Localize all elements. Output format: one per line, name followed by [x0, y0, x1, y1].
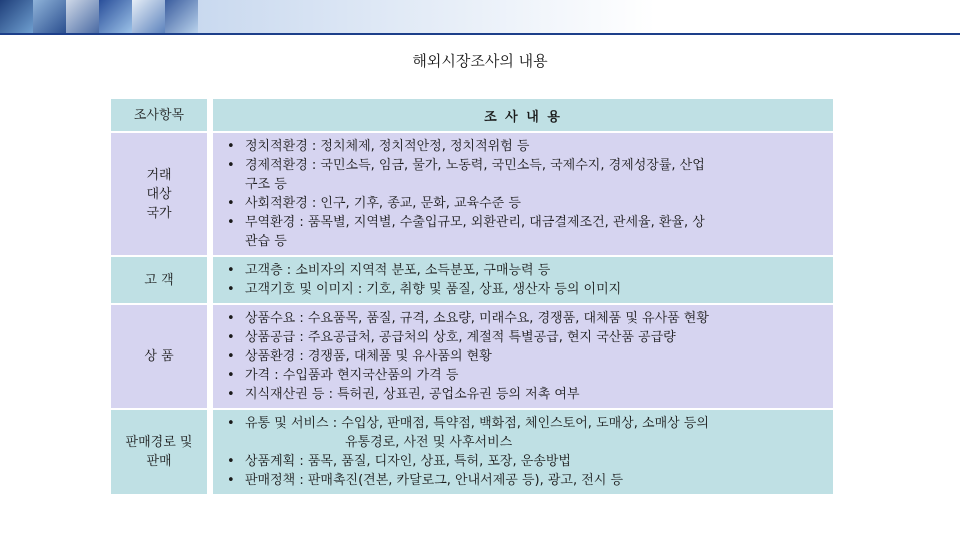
bullet-text-continuation: 구조 등	[245, 177, 287, 192]
header-col-item: 조사항목	[111, 99, 207, 131]
row-label	[111, 257, 207, 303]
slide-title: 해외시장조사의 내용	[412, 52, 548, 70]
bullet-text: 유통 및 서비스 : 수입상, 판매점, 특약점, 백화점, 체인스토어, 도매상, 소매상 등의	[245, 416, 709, 431]
bullet-text: 상품계획 : 품목, 품질, 디자인, 상표, 특허, 포장, 운송방법	[245, 454, 571, 469]
bullet-list	[221, 414, 825, 490]
bullet-item	[221, 194, 825, 213]
row-content	[207, 257, 833, 303]
photo-thumbnail	[165, 0, 198, 33]
row-content	[207, 305, 833, 408]
photo-thumbnail	[0, 0, 33, 33]
photo-thumbnail	[132, 0, 165, 33]
bullet-item	[221, 213, 825, 251]
table-header-row	[111, 99, 833, 131]
bullet-text: 고객기호 및 이미지 : 기호, 취향 및 품질, 상표, 생산자 등의 이미지	[245, 282, 622, 297]
bullet-text: 사회적환경 : 인구, 기후, 종교, 문화, 교육수준 등	[245, 196, 521, 211]
survey-table	[111, 97, 833, 496]
row-content	[207, 410, 833, 494]
header-col-content: 조 사 내 용	[207, 99, 833, 131]
table-row	[111, 305, 833, 408]
bullet-text: 가격 : 수입품과 현지국산품의 가격 등	[245, 368, 459, 383]
row-label	[111, 305, 207, 408]
row-label-line: 고 객	[144, 272, 174, 288]
bullet-list	[221, 137, 825, 251]
header-gradient	[198, 0, 960, 33]
bullet-item	[221, 328, 825, 347]
bullet-text-continuation: 유통경로, 사전 및 사후서비스	[345, 435, 513, 450]
row-label-line: 판매	[146, 454, 172, 469]
bullet-text-continuation: 관습 등	[245, 234, 287, 249]
header-image-strip	[0, 0, 960, 33]
bullet-item	[221, 385, 825, 404]
bullet-item	[221, 471, 825, 490]
bullet-text: 상품공급 : 주요공급처, 공급처의 상호, 계절적 특별공급, 현지 국산품 공급량	[245, 330, 676, 345]
photo-thumbnail	[33, 0, 66, 33]
row-label	[111, 133, 207, 255]
table-row	[111, 133, 833, 255]
bullet-item	[221, 156, 825, 194]
bullet-item	[221, 309, 825, 328]
bullet-item	[221, 347, 825, 366]
bullet-list	[221, 309, 825, 404]
bullet-item	[221, 261, 825, 280]
bullet-text: 고객층 : 소비자의 지역적 분포, 소득분포, 구매능력 등	[245, 263, 551, 278]
bullet-item	[221, 452, 825, 471]
bullet-text: 경제적환경 : 국민소득, 임금, 물가, 노동력, 국민소득, 국제수지, 경제성장률, 산업	[245, 158, 705, 173]
bullet-item	[221, 137, 825, 156]
table-row	[111, 257, 833, 303]
table-row	[111, 410, 833, 494]
bullet-item	[221, 280, 825, 299]
row-label-line: 판매경로 및	[125, 435, 193, 450]
bullet-text: 상품환경 : 경쟁품, 대체품 및 유사품의 현황	[245, 349, 492, 364]
row-label-line: 거래	[146, 167, 172, 183]
bullet-text: 상품수요 : 수요품목, 품질, 규격, 소요량, 미래수요, 경쟁품, 대체품 및 유사품 현황	[245, 311, 709, 326]
row-label-line: 국가	[146, 205, 172, 221]
header-divider	[0, 33, 960, 35]
row-label	[111, 410, 207, 494]
row-label-line: 대상	[146, 186, 172, 202]
bullet-item	[221, 366, 825, 385]
bullet-text: 판매정책 : 판매촉진(견본, 카달로그, 안내서제공 등), 광고, 전시 등	[245, 473, 624, 488]
bullet-text: 지식재산권 등 : 특허권, 상표권, 공업소유권 등의 저촉 여부	[245, 387, 580, 402]
bullet-list	[221, 261, 825, 299]
bullet-text: 무역환경 : 품목별, 지역별, 수출입규모, 외환관리, 대금결제조건, 관세율, 환율, 상	[245, 215, 705, 230]
bullet-item	[221, 414, 825, 452]
bullet-text: 정치적환경 : 정치체제, 정치적안정, 정치적위험 등	[245, 139, 530, 154]
row-content	[207, 133, 833, 255]
photo-thumbnail	[99, 0, 132, 33]
photo-thumbnail	[66, 0, 99, 33]
row-label-line: 상 품	[144, 349, 174, 364]
